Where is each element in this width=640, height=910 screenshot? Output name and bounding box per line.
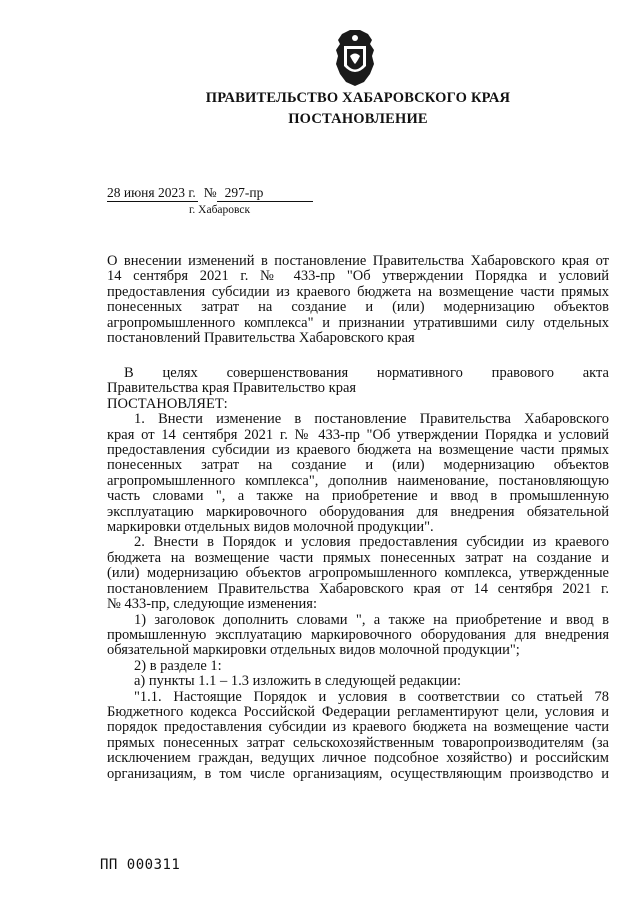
body-line: порядок предоставления субсидии из краевого бюджета на возмещение части: [107, 719, 609, 736]
body-line: Бюджетного кодекса Российской Федерации регламентируют цели, условия и: [107, 703, 609, 720]
title-line: понесенных затрат на создание и (или) модернизацию объектов: [107, 299, 609, 316]
body-line: постановлением Правительства Хабаровского края от 14 сентября 2021 г.: [107, 580, 609, 597]
body-line: 1) заголовок дополнить словами ", а также на приобретение и ввод в: [134, 611, 609, 628]
body-line: предоставления субсидии из краевого бюджета на возмещение части прямых: [107, 442, 609, 459]
body-line: организациям, в том числе организациям, осуществляющим производство и: [107, 765, 609, 782]
body-line: обязательной маркировки отдельных видов молочной продукции";: [107, 642, 520, 659]
document-number: 297-пр: [217, 185, 313, 202]
body-line: прямых понесенных затрат сельскохозяйственным товаропроизводителям (за: [107, 734, 609, 751]
title-line: О внесении изменений в постановление Правительства Хабаровского края от: [107, 253, 609, 269]
body-line: № 433-пр, следующие изменения:: [107, 596, 317, 613]
body-line: часть словами ", а также на приобретение и ввод в промышленную: [107, 488, 609, 505]
body-line: исключением граждан, ведущих личное подсобное хозяйство) и российским: [107, 750, 609, 767]
body-line: маркировки отдельных видов молочной продукции".: [107, 519, 434, 536]
organization-name: ПРАВИТЕЛЬСТВО ХАБАРОВСКОГО КРАЯ: [205, 90, 511, 106]
title-line: предоставления субсидии из краевого бюджета на возмещение части прямых: [107, 283, 609, 300]
body-line: 2) в разделе 1:: [134, 657, 222, 674]
body-line: бюджета на возмещение части прямых понесенных затрат на создание и: [107, 549, 609, 566]
body-line: края от 14 сентября 2021 г. № 433-пр "Об утверждении Порядка и условий: [107, 426, 609, 443]
body-line: понесенных затрат на создание и (или) модернизацию объектов: [107, 457, 609, 474]
body-line: ПОСТАНОВЛЯЕТ:: [107, 395, 228, 412]
document-type: ПОСТАНОВЛЕНИЕ: [288, 111, 428, 127]
body-line: агропромышленного комплекса", дополнив наименование, постановляющую: [107, 472, 609, 489]
document-title: [107, 254, 609, 346]
body-line: эксплуатацию маркировочного оборудования для внедрения обязательной: [107, 503, 609, 520]
body-line: а) пункты 1.1 – 1.3 изложить в следующей редакции:: [134, 673, 462, 690]
body-line: (или) модернизацию объектов агропромышленного комплекса, утвержденные: [107, 565, 609, 582]
title-line: агропромышленного комплекса" и признании утратившими силу отдельных: [107, 314, 609, 331]
city: г. Хабаровск: [189, 204, 251, 216]
title-line: 14 сентября 2021 г. № 433-пр "Об утверждении Порядка и условий: [107, 268, 609, 285]
document-date: 28 июня 2023 г.: [107, 185, 196, 200]
body-line: "1.1. Настоящие Порядок и условия в соответствии со статьей 78: [134, 688, 609, 705]
body-line: 2. Внести в Порядок и условия предоставления субсидии из краевого: [134, 534, 609, 551]
document-body: [107, 366, 609, 782]
date-number-row: [107, 185, 313, 202]
body-line: промышленную эксплуатацию маркировочного оборудования для внедрения: [107, 626, 609, 643]
title-line: постановлений Правительства Хабаровского края: [107, 330, 415, 347]
number-sign: №: [203, 185, 217, 200]
body-line: В целях совершенствования нормативного правового акта: [124, 365, 609, 381]
body-line: Правительства края Правительство края: [107, 380, 357, 397]
coat-of-arms-icon: [330, 26, 380, 88]
body-line: 1. Внести изменение в постановление Правительства Хабаровского: [134, 411, 609, 428]
document-code: ПП 000311: [100, 857, 181, 873]
